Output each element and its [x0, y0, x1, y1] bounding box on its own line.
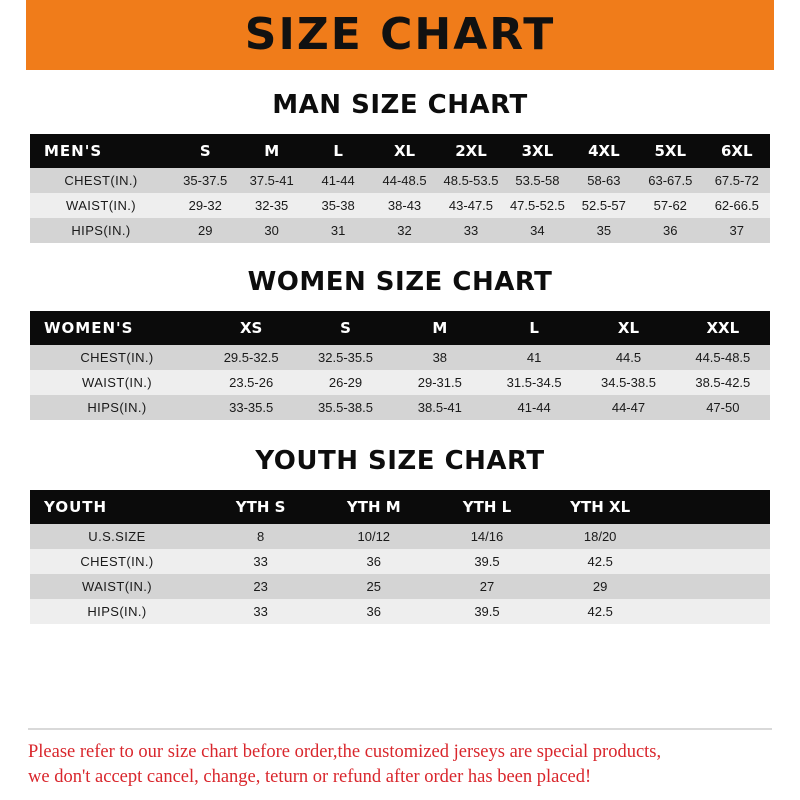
- youth-r2-c4: 29: [544, 574, 657, 599]
- women-section-title: WOMEN SIZE CHART: [247, 267, 553, 297]
- banner-edge-left: [0, 0, 26, 70]
- women-header-cell-4: L: [487, 311, 581, 345]
- man-header-cell-7: 4XL: [571, 134, 637, 168]
- man-header-cell-2: M: [238, 134, 304, 168]
- table-header-row: [30, 490, 770, 524]
- women-header-cell-6: XXL: [676, 311, 770, 345]
- man-r1-c8: 57-62: [637, 193, 703, 218]
- women-r1-c1: 23.5-26: [204, 370, 298, 395]
- table-header-row: [30, 311, 770, 345]
- youth-r0-c4: 18/20: [544, 524, 657, 549]
- man-header-cell-3: L: [305, 134, 371, 168]
- man-r0-c6: 53.5-58: [504, 168, 570, 193]
- youth-r1-c4: 42.5: [544, 549, 657, 574]
- man-r1-c7: 52.5-57: [571, 193, 637, 218]
- man-r1-c0: WAIST(IN.): [30, 193, 172, 218]
- man-r2-c6: 34: [504, 218, 570, 243]
- table-row: [30, 345, 770, 370]
- women-r1-c3: 29-31.5: [393, 370, 487, 395]
- youth-r3-c3: 39.5: [430, 599, 543, 624]
- table-row: [30, 370, 770, 395]
- youth-header-cell-2: YTH M: [317, 490, 430, 524]
- women-r2-c2: 35.5-38.5: [298, 395, 392, 420]
- youth-r0-c0: U.S.SIZE: [30, 524, 204, 549]
- youth-r1-c1: 33: [204, 549, 317, 574]
- youth-r1-c3: 39.5: [430, 549, 543, 574]
- man-r0-c5: 48.5-53.5: [438, 168, 504, 193]
- youth-r3-c5: [657, 599, 770, 624]
- table-header-row: [30, 134, 770, 168]
- youth-r0-c2: 10/12: [317, 524, 430, 549]
- youth-header-cell-0: YOUTH: [30, 490, 204, 524]
- man-r0-c2: 37.5-41: [238, 168, 304, 193]
- notice-line-1: Please refer to our size chart before order,the customized jerseys are special products,: [28, 742, 662, 763]
- page-title: SIZE CHART: [244, 9, 556, 60]
- order-policy-notice: [0, 728, 800, 790]
- notice-line-2: we don't accept cancel, change, teturn or refund after order has been placed!: [28, 767, 592, 788]
- table-row: [30, 549, 770, 574]
- youth-section-title: YOUTH SIZE CHART: [255, 446, 545, 476]
- banner-edge-right: [774, 0, 800, 70]
- women-r2-c5: 44-47: [581, 395, 675, 420]
- man-r0-c0: CHEST(IN.): [30, 168, 172, 193]
- women-r0-c4: 41: [487, 345, 581, 370]
- women-r2-c6: 47-50: [676, 395, 770, 420]
- man-r2-c9: 37: [704, 218, 771, 243]
- man-r1-c2: 32-35: [238, 193, 304, 218]
- table-row: [30, 395, 770, 420]
- man-header-cell-8: 5XL: [637, 134, 703, 168]
- man-r2-c0: HIPS(IN.): [30, 218, 172, 243]
- man-r2-c2: 30: [238, 218, 304, 243]
- man-r1-c5: 43-47.5: [438, 193, 504, 218]
- divider: [28, 728, 772, 730]
- table-row: [30, 218, 770, 243]
- man-r1-c3: 35-38: [305, 193, 371, 218]
- women-r1-c0: WAIST(IN.): [30, 370, 204, 395]
- man-r1-c6: 47.5-52.5: [504, 193, 570, 218]
- man-r1-c1: 29-32: [172, 193, 238, 218]
- women-r1-c4: 31.5-34.5: [487, 370, 581, 395]
- man-section-title: MAN SIZE CHART: [272, 90, 528, 120]
- youth-header-cell-4: YTH XL: [544, 490, 657, 524]
- youth-r3-c0: HIPS(IN.): [30, 599, 204, 624]
- man-r0-c9: 67.5-72: [704, 168, 771, 193]
- women-r0-c5: 44.5: [581, 345, 675, 370]
- man-header-cell-9: 6XL: [704, 134, 771, 168]
- man-header-cell-5: 2XL: [438, 134, 504, 168]
- man-r1-c9: 62-66.5: [704, 193, 771, 218]
- youth-table-wrapper: [30, 490, 770, 624]
- youth-r2-c0: WAIST(IN.): [30, 574, 204, 599]
- table-row: [30, 168, 770, 193]
- table-row: [30, 574, 770, 599]
- youth-r2-c3: 27: [430, 574, 543, 599]
- man-r0-c3: 41-44: [305, 168, 371, 193]
- women-r2-c4: 41-44: [487, 395, 581, 420]
- man-r0-c4: 44-48.5: [371, 168, 437, 193]
- man-header-cell-1: S: [172, 134, 238, 168]
- youth-r3-c4: 42.5: [544, 599, 657, 624]
- man-header-cell-4: XL: [371, 134, 437, 168]
- women-size-table: [30, 311, 770, 420]
- youth-header-cell-5: [657, 490, 770, 524]
- youth-r2-c1: 23: [204, 574, 317, 599]
- table-row: [30, 524, 770, 549]
- man-r2-c7: 35: [571, 218, 637, 243]
- women-header-cell-5: XL: [581, 311, 675, 345]
- man-table-wrapper: [30, 134, 770, 243]
- man-header-cell-6: 3XL: [504, 134, 570, 168]
- man-r1-c4: 38-43: [371, 193, 437, 218]
- youth-header-cell-1: YTH S: [204, 490, 317, 524]
- women-table-wrapper: [30, 311, 770, 420]
- youth-header-cell-3: YTH L: [430, 490, 543, 524]
- youth-r1-c0: CHEST(IN.): [30, 549, 204, 574]
- man-r0-c1: 35-37.5: [172, 168, 238, 193]
- man-r2-c3: 31: [305, 218, 371, 243]
- women-r0-c2: 32.5-35.5: [298, 345, 392, 370]
- youth-r0-c3: 14/16: [430, 524, 543, 549]
- man-r0-c7: 58-63: [571, 168, 637, 193]
- table-row: [30, 193, 770, 218]
- man-r2-c4: 32: [371, 218, 437, 243]
- youth-r1-c5: [657, 549, 770, 574]
- women-r2-c1: 33-35.5: [204, 395, 298, 420]
- table-row: [30, 599, 770, 624]
- man-header-cell-0: MEN'S: [30, 134, 172, 168]
- man-size-table: [30, 134, 770, 243]
- man-r2-c8: 36: [637, 218, 703, 243]
- youth-r2-c5: [657, 574, 770, 599]
- women-r0-c0: CHEST(IN.): [30, 345, 204, 370]
- youth-size-table: [30, 490, 770, 624]
- youth-r2-c2: 25: [317, 574, 430, 599]
- women-r0-c3: 38: [393, 345, 487, 370]
- youth-r3-c2: 36: [317, 599, 430, 624]
- women-r2-c0: HIPS(IN.): [30, 395, 204, 420]
- youth-r0-c5: [657, 524, 770, 549]
- man-r0-c8: 63-67.5: [637, 168, 703, 193]
- women-r1-c2: 26-29: [298, 370, 392, 395]
- youth-r1-c2: 36: [317, 549, 430, 574]
- women-header-cell-2: S: [298, 311, 392, 345]
- women-r0-c1: 29.5-32.5: [204, 345, 298, 370]
- youth-r0-c1: 8: [204, 524, 317, 549]
- women-header-cell-0: WOMEN'S: [30, 311, 204, 345]
- women-r1-c5: 34.5-38.5: [581, 370, 675, 395]
- women-r1-c6: 38.5-42.5: [676, 370, 770, 395]
- women-r0-c6: 44.5-48.5: [676, 345, 770, 370]
- women-r2-c3: 38.5-41: [393, 395, 487, 420]
- women-header-cell-3: M: [393, 311, 487, 345]
- youth-r3-c1: 33: [204, 599, 317, 624]
- man-r2-c1: 29: [172, 218, 238, 243]
- page-header-banner: [0, 0, 800, 70]
- man-r2-c5: 33: [438, 218, 504, 243]
- women-header-cell-1: XS: [204, 311, 298, 345]
